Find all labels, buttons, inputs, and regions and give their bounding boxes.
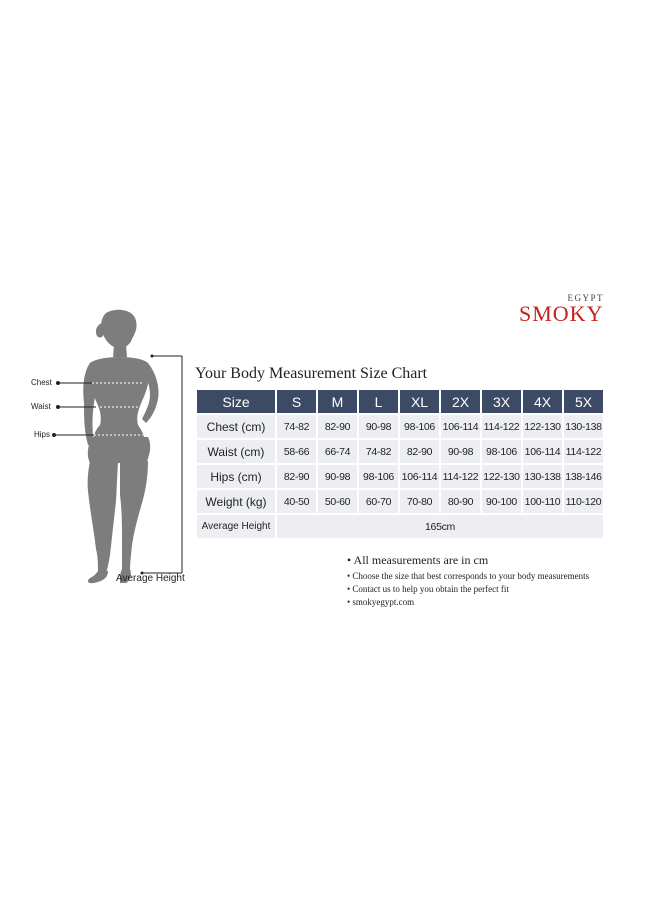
table-cell: 114-122	[441, 465, 480, 488]
table-header-cell: L	[359, 390, 398, 413]
table-cell: 98-106	[359, 465, 398, 488]
table-cell: 114-122	[564, 440, 603, 463]
average-height-value: 165cm	[277, 515, 603, 538]
waist-label: Waist	[31, 402, 51, 411]
table-cell: 82-90	[318, 415, 357, 438]
table-row	[197, 440, 603, 463]
table-cell: 82-90	[277, 465, 316, 488]
table-row	[197, 415, 603, 438]
table-cell: 90-100	[482, 490, 521, 513]
note-item-website: • smokyegypt.com	[347, 597, 415, 607]
table-cell: 98-106	[482, 440, 521, 463]
table-header-cell: 5X	[564, 390, 603, 413]
brand-logo	[515, 293, 610, 327]
table-cell: 130-138	[564, 415, 603, 438]
table-cell: 138-146	[564, 465, 603, 488]
table-header-row	[197, 390, 603, 413]
table-header-cell: 3X	[482, 390, 521, 413]
hips-label: Hips	[34, 430, 51, 439]
table-cell: 106-114	[441, 415, 480, 438]
table-cell: 122-130	[482, 465, 521, 488]
table-cell: 74-82	[359, 440, 398, 463]
row-label: Weight (kg)	[197, 490, 275, 513]
row-label: Hips (cm)	[197, 465, 275, 488]
table-cell: 66-74	[318, 440, 357, 463]
body-figure	[24, 305, 199, 590]
row-label: Waist (cm)	[197, 440, 275, 463]
body-silhouette-icon	[24, 305, 199, 590]
average-height-label: Average Height	[116, 573, 185, 584]
chart-title: Your Body Measurement Size Chart	[195, 365, 428, 382]
table-header-cell: M	[318, 390, 357, 413]
table-header-cell: XL	[400, 390, 439, 413]
table-cell: 74-82	[277, 415, 316, 438]
brand-logo-subtitle: EGYPT	[567, 293, 604, 303]
table-cell: 114-122	[482, 415, 521, 438]
table-header-cell: S	[277, 390, 316, 413]
table-header-cell: 2X	[441, 390, 480, 413]
table-cell: 106-114	[400, 465, 439, 488]
row-label: Average Height	[197, 515, 275, 538]
table-cell: 58-66	[277, 440, 316, 463]
table-cell: 98-106	[400, 415, 439, 438]
table-cell: 90-98	[359, 415, 398, 438]
table-cell: 80-90	[441, 490, 480, 513]
table-header-cell: Size	[197, 390, 275, 413]
row-label: Chest (cm)	[197, 415, 275, 438]
table-row-average-height	[197, 515, 603, 538]
table-cell: 50-60	[318, 490, 357, 513]
size-chart-table	[195, 388, 605, 540]
note-item: • Choose the size that best corresponds to your body measurements	[347, 571, 590, 581]
brand-logo-name: SMOKY	[519, 301, 604, 326]
measurement-notes	[347, 553, 589, 609]
table-cell: 110-120	[564, 490, 603, 513]
table-cell: 106-114	[523, 440, 562, 463]
table-cell: 100-110	[523, 490, 562, 513]
table-cell: 90-98	[318, 465, 357, 488]
table-cell: 40-50	[277, 490, 316, 513]
table-cell: 130-138	[523, 465, 562, 488]
table-row	[197, 465, 603, 488]
table-cell: 70-80	[400, 490, 439, 513]
table-row	[197, 490, 603, 513]
table-cell: 122-130	[523, 415, 562, 438]
note-item: • Contact us to help you obtain the perfect fit	[347, 584, 509, 594]
chest-label: Chest	[31, 378, 52, 387]
table-cell: 90-98	[441, 440, 480, 463]
table-header-cell: 4X	[523, 390, 562, 413]
table-cell: 60-70	[359, 490, 398, 513]
note-main: • All measurements are in cm	[347, 553, 489, 567]
table-cell: 82-90	[400, 440, 439, 463]
